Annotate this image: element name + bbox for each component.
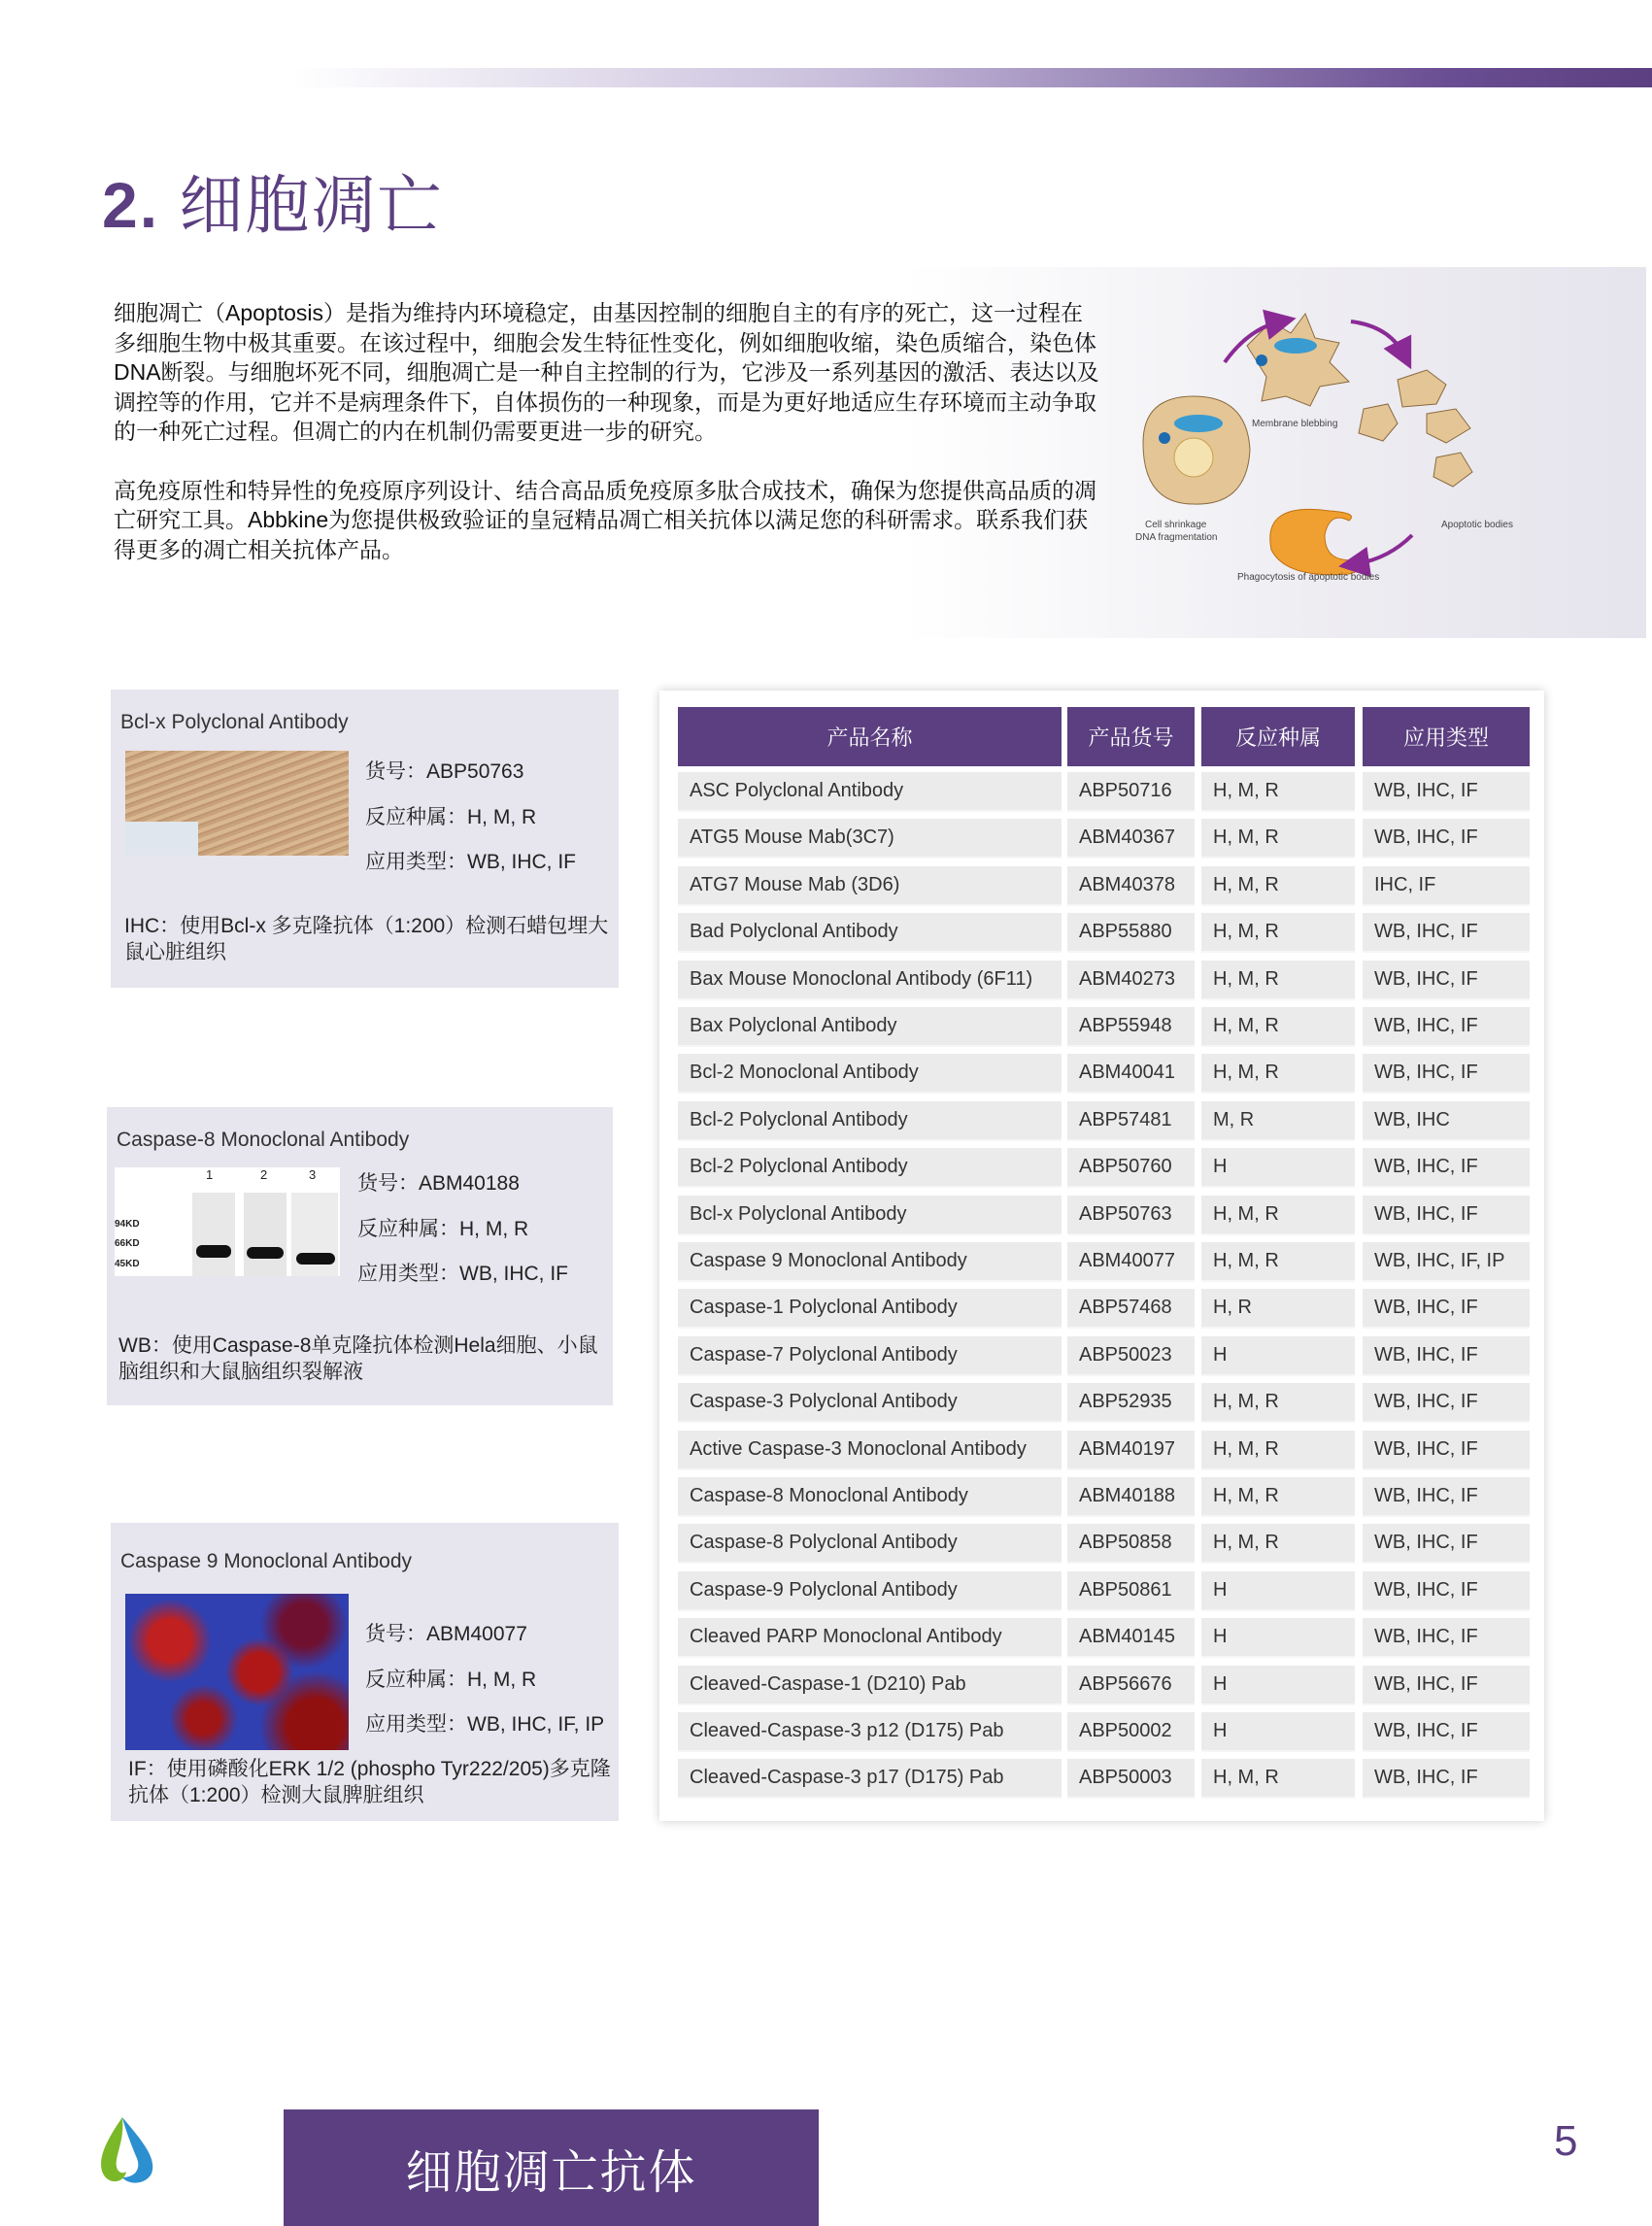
diagram-label: Cell shrinkage <box>1145 520 1207 530</box>
table-cell-species: H, M, R <box>1201 1007 1355 1047</box>
table-cell-code: ABM40367 <box>1067 819 1195 859</box>
card-title: Caspase-8 Monoclonal Antibody <box>117 1129 410 1151</box>
table-cell-name: Bax Mouse Monoclonal Antibody (6F11) <box>678 961 1062 1000</box>
table-cell-code: ABP50002 <box>1067 1712 1195 1752</box>
table-cell-species: H, M, R <box>1201 1383 1355 1423</box>
table-cell-species: H, M, R <box>1201 866 1355 906</box>
ihc-image <box>125 751 349 856</box>
table-cell-name: Bcl-x Polyclonal Antibody <box>678 1196 1062 1235</box>
table-cell-species: H, R <box>1201 1289 1355 1329</box>
footer-section-label: 细胞凋亡抗体 <box>284 2109 819 2226</box>
table-cell-species: H <box>1201 1712 1355 1752</box>
column-header-code: 产品货号 <box>1067 707 1195 766</box>
card-caption: IHC：使用Bcl-x 多克隆抗体（1:200）检测石蜡包埋大鼠心脏组织 <box>124 915 609 963</box>
card-title: Caspase 9 Monoclonal Antibody <box>120 1550 413 1572</box>
table-cell-code: ABM40077 <box>1067 1242 1195 1282</box>
table-cell-species: H, M, R <box>1201 1431 1355 1470</box>
species: 反应种属：H, M, R <box>365 805 537 828</box>
table-cell-name: Bcl-2 Polyclonal Antibody <box>678 1101 1062 1141</box>
header-gradient-bar <box>291 68 1652 87</box>
table-cell-code: ABP50760 <box>1067 1148 1195 1188</box>
section-number: 2. <box>102 169 160 241</box>
page-number: 5 <box>1554 2117 1578 2165</box>
blot-lane <box>244 1193 287 1276</box>
table-cell-name: ASC Polyclonal Antibody <box>678 772 1062 812</box>
table-cell-code: ABP57468 <box>1067 1289 1195 1329</box>
table-cell-species: H, M, R <box>1201 1524 1355 1564</box>
column-header-name: 产品名称 <box>678 707 1062 766</box>
card-caption: IF：使用磷酸化ERK 1/2 (phospho Tyr222/205)多克隆抗体（1:200）检测大鼠脾脏组织 <box>128 1758 611 1806</box>
table-cell-name: Bax Polyclonal Antibody <box>678 1007 1062 1047</box>
table-cell-name: Bad Polyclonal Antibody <box>678 913 1062 953</box>
table-cell-code: ABM40378 <box>1067 866 1195 906</box>
table-cell-species: H, M, R <box>1201 1759 1355 1799</box>
card-info <box>357 1162 568 1298</box>
marker-label: 66KD <box>115 1238 140 1249</box>
table-cell-species: H, M, R <box>1201 819 1355 859</box>
table-cell-application: WB, IHC, IF <box>1363 913 1530 953</box>
table-cell-application: WB, IHC, IF <box>1363 1383 1530 1423</box>
table-cell-species: H, M, R <box>1201 1054 1355 1094</box>
table-cell-application: WB, IHC, IF <box>1363 1524 1530 1564</box>
table-cell-code: ABM40197 <box>1067 1431 1195 1470</box>
diagram-label: Membrane blebbing <box>1252 419 1338 429</box>
western-blot-image <box>115 1167 340 1276</box>
diagram-label: DNA fragmentation <box>1135 532 1218 543</box>
table-cell-species: H, M, R <box>1201 1242 1355 1282</box>
applications: 应用类型：WB, IHC, IF, IP <box>365 1713 605 1736</box>
table-cell-application: WB, IHC, IF <box>1363 1666 1530 1705</box>
marker-label: 94KD <box>115 1219 140 1230</box>
lane-label: 1 <box>206 1167 214 1182</box>
product-card <box>111 690 619 988</box>
blot-lane <box>192 1193 235 1276</box>
table-cell-code: ABM40188 <box>1067 1477 1195 1517</box>
table-cell-code: ABP50716 <box>1067 772 1195 812</box>
column-header-species: 反应种属 <box>1201 707 1355 766</box>
lane-label: 2 <box>260 1167 268 1182</box>
card-title: Bcl-x Polyclonal Antibody <box>120 711 349 733</box>
table-cell-application: WB, IHC, IF <box>1363 819 1530 859</box>
table-cell-application: WB, IHC, IF, IP <box>1363 1242 1530 1282</box>
table-cell-species: H, M, R <box>1201 913 1355 953</box>
table-cell-application: WB, IHC, IF <box>1363 1571 1530 1611</box>
table-cell-application: WB, IHC, IF <box>1363 1336 1530 1376</box>
table-cell-application: WB, IHC, IF <box>1363 772 1530 812</box>
company-logo <box>93 2113 173 2185</box>
table-cell-code: ABP50861 <box>1067 1571 1195 1611</box>
applications: 应用类型：WB, IHC, IF <box>365 851 576 873</box>
table-cell-species: H <box>1201 1618 1355 1658</box>
table-cell-name: Caspase-8 Monoclonal Antibody <box>678 1477 1062 1517</box>
intro-section <box>0 267 1646 638</box>
intro-text <box>114 298 1099 593</box>
diagram-label: Apoptotic bodies <box>1441 520 1513 530</box>
table-cell-application: WB, IHC, IF <box>1363 1148 1530 1188</box>
page-title <box>102 153 443 246</box>
table-cell-name: Caspase-9 Polyclonal Antibody <box>678 1571 1062 1611</box>
table-cell-species: H, M, R <box>1201 1196 1355 1235</box>
table-cell-species: H <box>1201 1336 1355 1376</box>
table-cell-name: Cleaved PARP Monoclonal Antibody <box>678 1618 1062 1658</box>
table-cell-application: WB, IHC, IF <box>1363 1477 1530 1517</box>
table-cell-code: ABP56676 <box>1067 1666 1195 1705</box>
catalog-number: 货号：ABM40077 <box>365 1623 527 1645</box>
product-card <box>111 1523 619 1821</box>
table-cell-code: ABP55880 <box>1067 913 1195 953</box>
negative-control-inset <box>125 822 198 856</box>
table-cell-code: ABP52935 <box>1067 1383 1195 1423</box>
apoptosis-diagram <box>1135 302 1543 593</box>
table-cell-name: ATG5 Mouse Mab(3C7) <box>678 819 1062 859</box>
card-info <box>365 1612 604 1748</box>
table-cell-application: WB, IHC, IF <box>1363 1007 1530 1047</box>
lane-label: 3 <box>309 1167 317 1182</box>
table-cell-name: Caspase-3 Polyclonal Antibody <box>678 1383 1062 1423</box>
table-cell-species: H, M, R <box>1201 961 1355 1000</box>
product-table <box>659 691 1544 1821</box>
table-cell-name: Caspase-8 Polyclonal Antibody <box>678 1524 1062 1564</box>
table-cell-species: H <box>1201 1148 1355 1188</box>
table-cell-name: Cleaved-Caspase-1 (D210) Pab <box>678 1666 1062 1705</box>
table-cell-species: H <box>1201 1571 1355 1611</box>
species: 反应种属：H, M, R <box>365 1668 537 1691</box>
card-caption: WB：使用Caspase-8单克隆抗体检测Hela细胞、小鼠脑组织和大鼠脑组织裂解液 <box>118 1334 598 1383</box>
table-cell-species: H, M, R <box>1201 772 1355 812</box>
table-cell-code: ABM40041 <box>1067 1054 1195 1094</box>
table-cell-code: ABP50003 <box>1067 1759 1195 1799</box>
table-cell-code: ABM40273 <box>1067 961 1195 1000</box>
table-cell-name: ATG7 Mouse Mab (3D6) <box>678 866 1062 906</box>
if-image <box>125 1594 349 1750</box>
table-cell-name: Bcl-2 Polyclonal Antibody <box>678 1148 1062 1188</box>
table-cell-code: ABM40145 <box>1067 1618 1195 1658</box>
table-cell-code: ABP50763 <box>1067 1196 1195 1235</box>
species: 反应种属：H, M, R <box>357 1217 529 1240</box>
table-cell-code: ABP50023 <box>1067 1336 1195 1376</box>
table-cell-application: WB, IHC, IF <box>1363 1618 1530 1658</box>
intro-paragraph: 细胞凋亡（Apoptosis）是指为维持内环境稳定，由基因控制的细胞自主的有序的死亡，这一过程在多细胞生物中极其重要。在该过程中，细胞会发生特征性变化，例如细胞收缩，染色质缩合，染色体DNA断裂。与细胞坏死不同，细胞凋亡是一种自主控制的行为，它涉及一系列基因的激活、表达以及调控等的作用，它并不是病理条件下，自体损伤的一种现象，而是为更好地适应生存环境而主动争取的一种死亡过程。但凋亡的内在机制仍需要更进一步的研究。 <box>114 300 1099 444</box>
table-cell-name: Caspase-1 Polyclonal Antibody <box>678 1289 1062 1329</box>
applications: 应用类型：WB, IHC, IF <box>357 1263 568 1285</box>
table-cell-application: WB, IHC, IF <box>1363 961 1530 1000</box>
table-cell-name: Active Caspase-3 Monoclonal Antibody <box>678 1431 1062 1470</box>
table-cell-code: ABP50858 <box>1067 1524 1195 1564</box>
table-cell-name: Bcl-2 Monoclonal Antibody <box>678 1054 1062 1094</box>
table-cell-application: WB, IHC <box>1363 1101 1530 1141</box>
table-cell-application: IHC, IF <box>1363 866 1530 906</box>
diagram-label: Phagocytosis of apoptotic bodies <box>1237 572 1380 583</box>
intro-paragraph: 高免疫原性和特异性的免疫原序列设计、结合高品质免疫原多肽合成技术，确保为您提供高品质的凋亡研究工具。Abbkine为您提供极致验证的皇冠精品凋亡相关抗体以满足您的科研需求。联系我们获得更多的凋亡相关抗体产品。 <box>114 477 1096 562</box>
table-cell-application: WB, IHC, IF <box>1363 1712 1530 1752</box>
catalog-number: 货号：ABM40188 <box>357 1172 520 1195</box>
product-card <box>107 1107 613 1405</box>
column-header-application: 应用类型 <box>1363 707 1530 766</box>
catalog-number: 货号：ABP50763 <box>365 760 524 783</box>
table-cell-name: Caspase 9 Monoclonal Antibody <box>678 1242 1062 1282</box>
table-cell-name: Cleaved-Caspase-3 p12 (D175) Pab <box>678 1712 1062 1752</box>
table-cell-application: WB, IHC, IF <box>1363 1759 1530 1799</box>
table-cell-application: WB, IHC, IF <box>1363 1289 1530 1329</box>
table-cell-application: WB, IHC, IF <box>1363 1431 1530 1470</box>
table-cell-code: ABP55948 <box>1067 1007 1195 1047</box>
table-cell-application: WB, IHC, IF <box>1363 1196 1530 1235</box>
table-cell-name: Cleaved-Caspase-3 p17 (D175) Pab <box>678 1759 1062 1799</box>
card-info <box>365 750 576 886</box>
table-cell-code: ABP57481 <box>1067 1101 1195 1141</box>
table-cell-species: M, R <box>1201 1101 1355 1141</box>
table-cell-species: H <box>1201 1666 1355 1705</box>
marker-label: 45KD <box>115 1259 140 1269</box>
section-title: 细胞凋亡 <box>179 169 444 241</box>
table-cell-name: Caspase-7 Polyclonal Antibody <box>678 1336 1062 1376</box>
table-cell-species: H, M, R <box>1201 1477 1355 1517</box>
table-cell-application: WB, IHC, IF <box>1363 1054 1530 1094</box>
blot-lane <box>291 1193 338 1276</box>
